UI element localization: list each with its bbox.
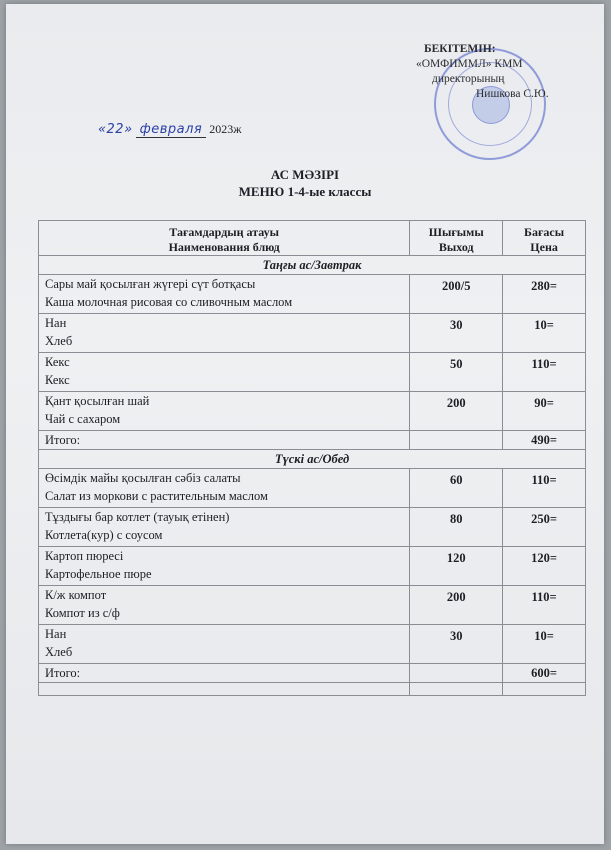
dish-name-kz: Өсімдік майы қосылған сәбіз салаты (45, 471, 241, 485)
dish-name-kz: Сары май қосылған жүгері сүт ботқасы (45, 277, 256, 291)
dish-name-kz: Кекс (45, 355, 70, 369)
date-line (98, 122, 242, 138)
dish-name-ru: Картофельное пюре (45, 567, 152, 581)
dish-name-ru: Кекс (45, 373, 70, 387)
empty-cell (503, 683, 586, 696)
menu-table (38, 220, 586, 696)
header-name-ru: Наименования блюд (168, 240, 280, 254)
dish-name-ru: Хлеб (45, 645, 73, 659)
table-row (39, 392, 586, 431)
dish-name (39, 625, 410, 664)
approval-organization: «ОМФИММЛ» КММ (416, 58, 523, 70)
dish-price: 120= (503, 547, 586, 586)
header-price (503, 221, 586, 256)
dish-name-ru: Котлета(кур) с соусом (45, 528, 163, 542)
approval-signatory: Нишкова С.Ю. (476, 88, 549, 100)
dish-price: 250= (503, 508, 586, 547)
section-breakfast (39, 256, 586, 275)
dish-output: 200/5 (410, 275, 503, 314)
dish-output: 60 (410, 469, 503, 508)
dish-name-kz: Тұздығы бар котлет (тауық етінен) (45, 510, 230, 524)
dish-name (39, 275, 410, 314)
dish-name (39, 353, 410, 392)
dish-name (39, 508, 410, 547)
total-price: 490= (503, 431, 586, 450)
table-row (39, 508, 586, 547)
dish-price: 110= (503, 586, 586, 625)
empty-cell (39, 683, 410, 696)
section-lunch (39, 450, 586, 469)
dish-name-kz: Картоп пюресі (45, 549, 124, 563)
dish-output: 30 (410, 625, 503, 664)
dish-output: 80 (410, 508, 503, 547)
header-output-ru: Выход (438, 240, 474, 254)
section-title: Түскі ас/Обед (39, 450, 586, 469)
dish-output: 50 (410, 353, 503, 392)
dish-price: 110= (503, 469, 586, 508)
approval-block (416, 42, 596, 102)
dish-price: 110= (503, 353, 586, 392)
title-ru: МЕНЮ 1-4-ые классы (238, 184, 372, 199)
table-row (39, 314, 586, 353)
dish-name (39, 547, 410, 586)
dish-output: 200 (410, 586, 503, 625)
dish-name-ru: Компот из с/ф (45, 606, 120, 620)
dish-name-kz: Нан (45, 627, 67, 641)
total-output-empty (410, 664, 503, 683)
table-row (39, 586, 586, 625)
header-price-ru: Цена (530, 240, 558, 254)
lunch-total-row (39, 664, 586, 683)
total-output-empty (410, 431, 503, 450)
dish-name-ru: Чай с сахаром (45, 412, 121, 426)
dish-name-kz: К/ж компот (45, 588, 107, 602)
header-row (39, 221, 586, 256)
empty-row (39, 683, 586, 696)
dish-price: 280= (503, 275, 586, 314)
date-month: февраля (136, 122, 207, 138)
dish-name (39, 314, 410, 353)
breakfast-total-row (39, 431, 586, 450)
header-output-kz: Шығымы (428, 225, 484, 239)
dish-name (39, 586, 410, 625)
dish-price: 10= (503, 314, 586, 353)
header-price-kz: Бағасы (524, 225, 565, 239)
dish-name (39, 392, 410, 431)
table-row (39, 547, 586, 586)
empty-cell (410, 683, 503, 696)
total-price: 600= (503, 664, 586, 683)
dish-price: 10= (503, 625, 586, 664)
menu-document (6, 4, 604, 844)
dish-price: 90= (503, 392, 586, 431)
table-row (39, 625, 586, 664)
approval-position: директорының (432, 73, 505, 85)
total-label: Итого: (39, 431, 410, 450)
date-day: «22» (98, 122, 133, 137)
dish-output: 30 (410, 314, 503, 353)
total-label: Итого: (39, 664, 410, 683)
dish-output: 200 (410, 392, 503, 431)
header-output (410, 221, 503, 256)
approval-heading: БЕКІТЕМІН: (424, 43, 496, 55)
section-title: Таңғы ас/Завтрак (39, 256, 586, 275)
table-row (39, 275, 586, 314)
title-kz: АС МӘЗІРІ (270, 167, 340, 182)
dish-name-ru: Хлеб (45, 334, 73, 348)
table-row (39, 469, 586, 508)
date-year: 2023ж (209, 122, 242, 136)
header-name (39, 221, 410, 256)
dish-name (39, 469, 410, 508)
dish-output: 120 (410, 547, 503, 586)
dish-name-kz: Нан (45, 316, 67, 330)
dish-name-kz: Қант қосылған шай (45, 394, 150, 408)
table-row (39, 353, 586, 392)
dish-name-ru: Каша молочная рисовая со сливочным маслом (45, 295, 293, 309)
header-name-kz: Тағамдардың атауы (169, 225, 280, 239)
dish-name-ru: Салат из моркови с растительным маслом (45, 489, 268, 503)
